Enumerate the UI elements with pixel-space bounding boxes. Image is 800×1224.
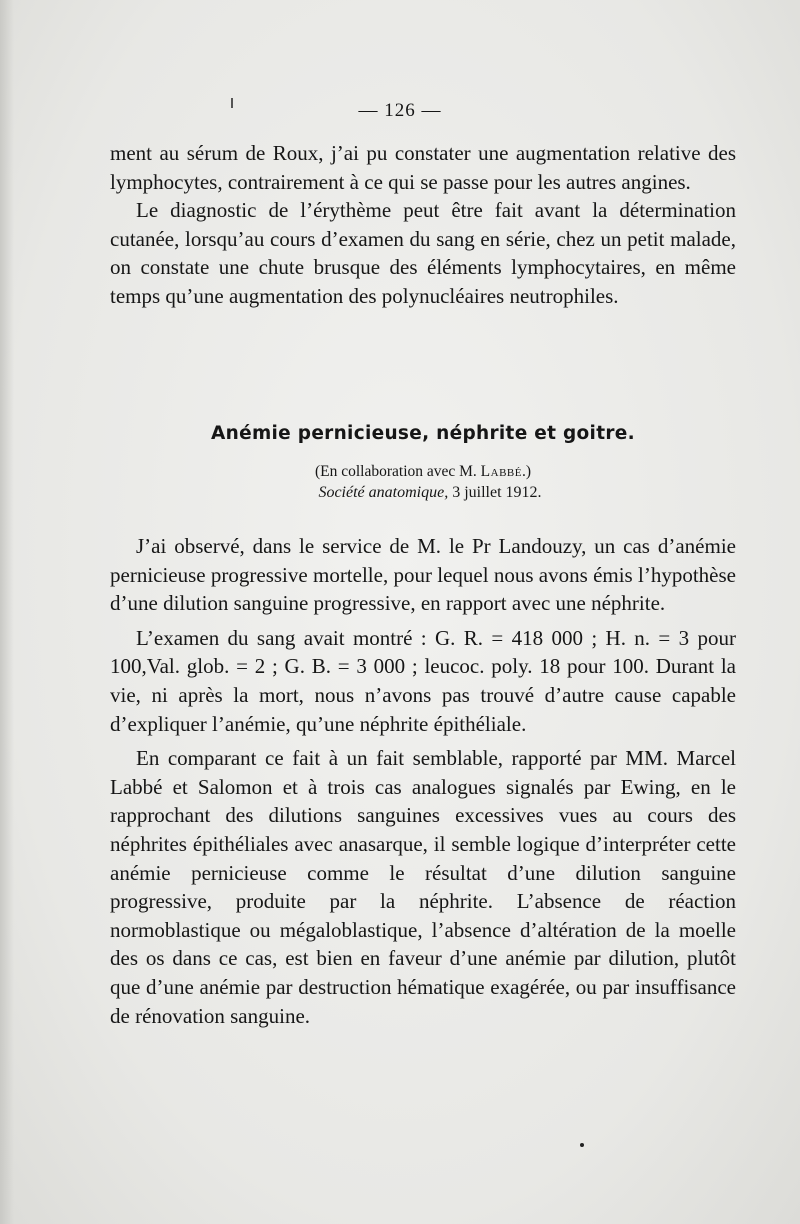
body-paragraph-1: J’ai observé, dans le service de M. le Pr Landouzy, un cas d’anémie pernicieuse progressive mortelle, pour lequel nous avons émis l’hypothèse d’une dilution sanguine progressive, en rapport avec une néphrite. [110, 534, 736, 616]
page-number: — 126 — [358, 100, 442, 121]
section-title: Anémie pernicieuse, néphrite et goitre. [211, 423, 635, 444]
intro-paragraph-1: ment au sérum de Roux, j’ai pu constater une augmentation relative des lymphocytes, contrairement à ce qui se passe pour les autres angines. [110, 141, 736, 194]
citation-date: 3 juillet 1912. [448, 484, 542, 501]
body-paragraph-3: En comparant ce fait à un fait semblable, rapporté par MM. Marcel Labbé et Salomon et à trois cas analogues signalés par Ewing, en le rapprochant des dilutions sanguines excessives vues au cours des néphrites épithéliales avec anasarque, il semble logique d’interpréter cette anémie pernicieuse comme le résultat d’une dilution sanguine progressive, produite par la néphrite. L’absence de réaction normoblastique ou mégaloblastique, l’absence d’altération de la moelle des os dans ce cas, est bien en faveur d’une anémie par dilution, plutôt que d’une anémie par destruction hématique exagérée, ou par insuffisance de rénovation sanguine. [110, 746, 736, 1028]
collab-suffix: .) [521, 463, 532, 480]
body-text [110, 532, 736, 1036]
page-edge-shadow [0, 0, 14, 1224]
collab-prefix: (En collaboration avec M. [314, 463, 481, 480]
body-paragraph-2: L’examen du sang avait montré : G. R. = 418 000 ; H. n. = 3 pour 100,Val. glob. = 2 ; G. B. = 3 000 ; leucoc. poly. 18 pour 100. Durant la vie, ni après la mort, nous n’avons pas trouvé d’autre cause capable d’expliquer l’anémie, qu’une néphrite épithéliale. [110, 625, 736, 736]
ink-dot [580, 1143, 584, 1147]
collab-name: Labbé [480, 463, 522, 480]
citation [0, 484, 800, 502]
intro-paragraph-2: Le diagnostic de l’érythème peut être fait avant la détermination cutanée, lorsqu’au cours d’examen du sang en série, chez un petit malade, on constate une chute brusque des éléments lymphocytaires, en même temps qu’une augmentation des polynucléaires neutrophiles. [110, 198, 736, 308]
collaboration-note [0, 463, 800, 481]
citation-journal: Société anatomique, [318, 484, 449, 501]
intro-text [110, 139, 736, 311]
